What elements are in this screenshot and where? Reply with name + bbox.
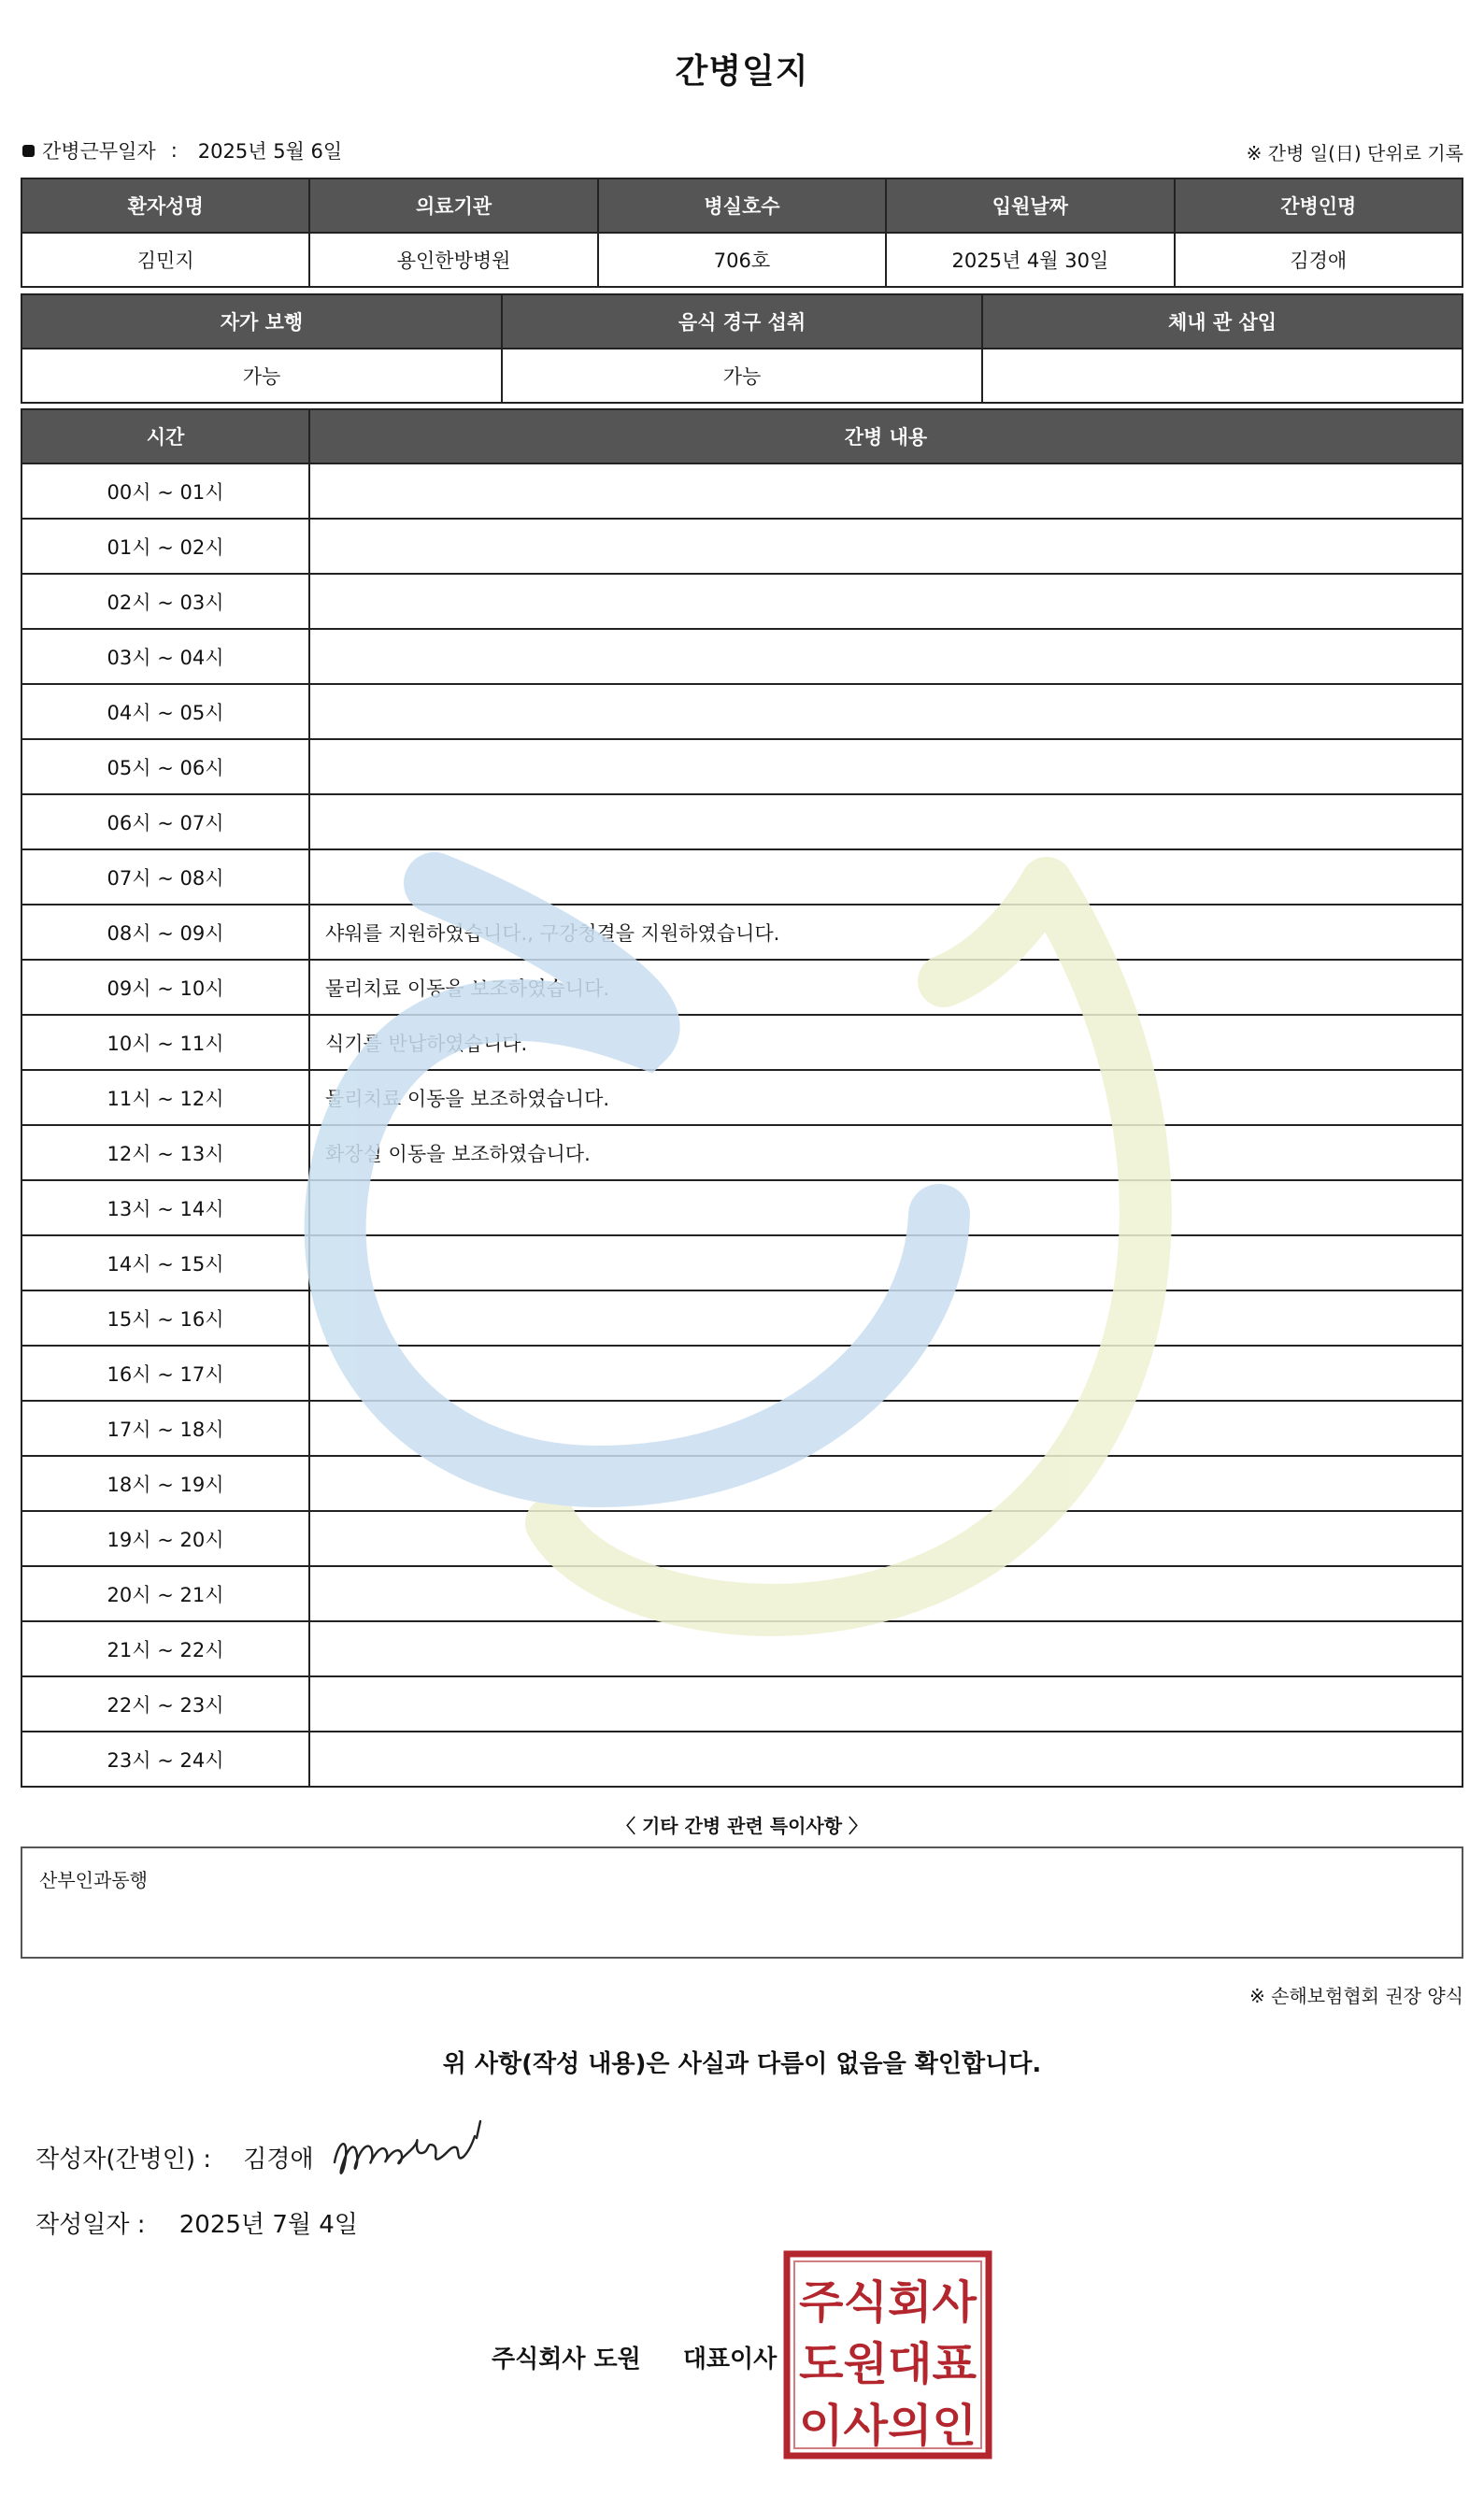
- room-number: 706호: [598, 233, 886, 287]
- time-cell: 19시 ~ 20시: [21, 1511, 309, 1566]
- table-row: [21, 1180, 1463, 1235]
- patient-status-table: [21, 293, 1463, 404]
- table-row: [21, 1125, 1463, 1180]
- table-row: [21, 684, 1463, 739]
- write-date-value: 2025년 7월 4일: [178, 2211, 358, 2239]
- special-notes-title: 〈 기타 간병 관련 특이사항 〉: [616, 1815, 867, 1837]
- content-cell: 물리치료 이동을 보조하였습니다.: [309, 960, 1463, 1015]
- time-cell: 12시 ~ 13시: [21, 1125, 309, 1180]
- writer-label: 작성자(간병인) :: [36, 2146, 212, 2174]
- table-row: [21, 1621, 1463, 1676]
- table-row: [21, 1511, 1463, 1566]
- time-cell: 22시 ~ 23시: [21, 1676, 309, 1732]
- content-cell: [309, 1346, 1463, 1401]
- form-source-note: ※ 손해보험협회 권장 양식: [1249, 1985, 1463, 2007]
- time-cell: 03시 ~ 04시: [21, 629, 309, 684]
- patient-info-header-row: [21, 178, 1463, 233]
- representative-title: 대표이사: [682, 2345, 778, 2374]
- unit-note: ※ 간병 일(日) 단위로 기록: [1246, 142, 1463, 164]
- time-cell: 10시 ~ 11시: [21, 1015, 309, 1070]
- oral-intake-value: 가능: [502, 349, 982, 403]
- time-cell: 13시 ~ 14시: [21, 1180, 309, 1235]
- time-cell: 23시 ~ 24시: [21, 1732, 309, 1787]
- header-self-walking: 자가 보행: [21, 294, 502, 349]
- table-row: [21, 739, 1463, 794]
- content-cell: [309, 1290, 1463, 1346]
- header-time: 시간: [21, 409, 309, 463]
- time-cell: 04시 ~ 05시: [21, 684, 309, 739]
- confirmation-statement: 위 사항(작성 내용)은 사실과 다름이 없음을 확인합니다.: [442, 2050, 1042, 2078]
- handwritten-signature: [329, 2114, 497, 2188]
- header-room-number: 병실호수: [598, 178, 886, 233]
- table-row: [21, 1732, 1463, 1787]
- content-cell: 물리치료 이동을 보조하였습니다.: [309, 1070, 1463, 1125]
- time-cell: 08시 ~ 09시: [21, 905, 309, 960]
- time-cell: 11시 ~ 12시: [21, 1070, 309, 1125]
- content-cell: [309, 519, 1463, 574]
- time-cell: 15시 ~ 16시: [21, 1290, 309, 1346]
- table-row: [21, 1566, 1463, 1621]
- time-cell: 16시 ~ 17시: [21, 1346, 309, 1401]
- content-cell: [309, 1566, 1463, 1621]
- table-row: [21, 1676, 1463, 1732]
- time-cell: 00시 ~ 01시: [21, 463, 309, 519]
- content-cell: 화장실 이동을 보조하였습니다.: [309, 1125, 1463, 1180]
- time-cell: 06시 ~ 07시: [21, 794, 309, 849]
- content-cell: [309, 574, 1463, 629]
- content-cell: [309, 1621, 1463, 1676]
- content-cell: [309, 1401, 1463, 1456]
- table-row: [21, 960, 1463, 1015]
- writer-name: 김경애: [243, 2146, 314, 2174]
- time-cell: 02시 ~ 03시: [21, 574, 309, 629]
- table-row: [21, 1235, 1463, 1290]
- content-cell: [309, 629, 1463, 684]
- table-row: [21, 1401, 1463, 1456]
- work-date-line: [22, 136, 342, 164]
- write-date-label: 작성일자 :: [36, 2211, 146, 2239]
- table-row: [21, 1070, 1463, 1125]
- content-cell: [309, 463, 1463, 519]
- medical-institution: 용인한방병원: [309, 233, 597, 287]
- patient-info-table: [21, 178, 1463, 288]
- table-row: [21, 849, 1463, 905]
- status-header-row: [21, 294, 1463, 349]
- time-cell: 20시 ~ 21시: [21, 1566, 309, 1621]
- status-value-row: [21, 349, 1463, 403]
- header-admission-date: 입원날짜: [886, 178, 1174, 233]
- patient-name: 김민지: [21, 233, 309, 287]
- content-cell: [309, 684, 1463, 739]
- company-line: [492, 2340, 777, 2374]
- table-row: [21, 574, 1463, 629]
- table-row: [21, 1015, 1463, 1070]
- svg-text:도원대표: 도원대표: [799, 2338, 977, 2390]
- work-date-value: 2025년 5월 6일: [197, 140, 343, 163]
- content-cell: [309, 739, 1463, 794]
- table-row: [21, 794, 1463, 849]
- content-cell: 식기를 반납하였습니다.: [309, 1015, 1463, 1070]
- time-cell: 01시 ~ 02시: [21, 519, 309, 574]
- time-cell: 17시 ~ 18시: [21, 1401, 309, 1456]
- bullet-icon: [22, 145, 35, 157]
- content-cell: [309, 849, 1463, 905]
- company-name: 주식회사 도원: [492, 2345, 641, 2374]
- content-cell: [309, 1456, 1463, 1511]
- table-row: [21, 519, 1463, 574]
- time-cell: 14시 ~ 15시: [21, 1235, 309, 1290]
- admission-date: 2025년 4월 30일: [886, 233, 1174, 287]
- content-cell: [309, 1235, 1463, 1290]
- writer-line: [36, 2140, 314, 2174]
- time-cell: 07시 ~ 08시: [21, 849, 309, 905]
- table-row: [21, 1456, 1463, 1511]
- tube-insertion-value: [982, 349, 1463, 403]
- header-tube-insertion: 체내 관 삽입: [982, 294, 1463, 349]
- time-cell: 09시 ~ 10시: [21, 960, 309, 1015]
- table-row: [21, 629, 1463, 684]
- table-row: [21, 1290, 1463, 1346]
- content-cell: [309, 1676, 1463, 1732]
- header-patient-name: 환자성명: [21, 178, 309, 233]
- work-date-separator: :: [170, 139, 178, 162]
- time-cell: 05시 ~ 06시: [21, 739, 309, 794]
- time-cell: 18시 ~ 19시: [21, 1456, 309, 1511]
- patient-info-value-row: [21, 233, 1463, 287]
- time-cell: 21시 ~ 22시: [21, 1621, 309, 1676]
- special-notes-box: [21, 1846, 1463, 1959]
- caregiver-name: 김경애: [1175, 233, 1463, 287]
- care-log-header-row: [21, 409, 1463, 463]
- care-log-table: [21, 408, 1463, 1788]
- header-oral-intake: 음식 경구 섭취: [502, 294, 982, 349]
- table-row: [21, 905, 1463, 960]
- content-cell: [309, 1732, 1463, 1787]
- write-date-line: [36, 2205, 358, 2240]
- special-notes-text: 산부인과동행: [39, 1869, 148, 1891]
- header-caregiver-name: 간병인명: [1175, 178, 1463, 233]
- work-date-label: 간병근무일자: [42, 140, 156, 163]
- content-cell: [309, 1511, 1463, 1566]
- page-title: 간병일지: [675, 52, 809, 91]
- svg-text:이사의인: 이사의인: [799, 2400, 977, 2452]
- content-cell: [309, 1180, 1463, 1235]
- company-seal-stamp: [783, 2250, 992, 2459]
- table-row: [21, 1346, 1463, 1401]
- header-medical-institution: 의료기관: [309, 178, 597, 233]
- table-row: [21, 463, 1463, 519]
- header-care-content: 간병 내용: [309, 409, 1463, 463]
- svg-text:주식회사: 주식회사: [799, 2276, 977, 2329]
- self-walking-value: 가능: [21, 349, 502, 403]
- content-cell: [309, 794, 1463, 849]
- content-cell: 샤워를 지원하였습니다., 구강청결을 지원하였습니다.: [309, 905, 1463, 960]
